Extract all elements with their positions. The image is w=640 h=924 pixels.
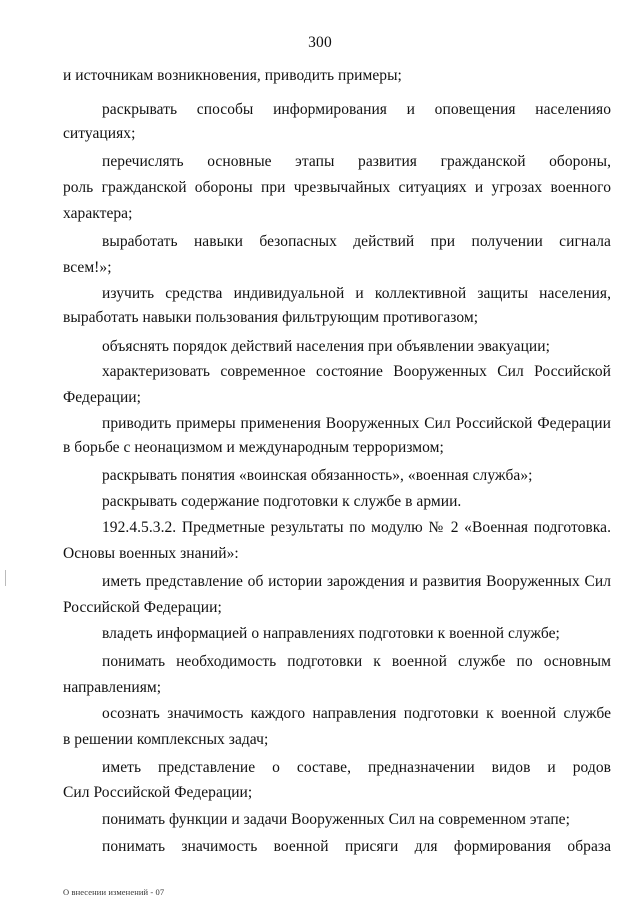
footer-note: О внесении изменений - 07	[63, 887, 165, 897]
text-line: изучить средства индивидуальной и коллективной защиты населения,	[102, 285, 611, 302]
text-line: 192.4.5.3.2. Предметные результаты по модулю № 2 «Военная подготовка.	[102, 519, 611, 536]
text-line: раскрывать понятия «воинская обязанность», «военная служба»;	[102, 467, 533, 484]
text-line: выработать навыки безопасных действий при получении сигнала	[102, 233, 611, 250]
text-line: понимать значимость военной присяги для формирования образа	[102, 838, 611, 855]
text-line: раскрывать способы информирования и оповещения населенияо	[102, 101, 611, 118]
text-line: объяснять порядок действий населения при объявлении эвакуации;	[102, 338, 550, 355]
text-line: и источникам возникновения, приводить примеры;	[63, 67, 402, 84]
text-line: в решении комплексных задач;	[63, 731, 269, 748]
page-number: 300	[308, 34, 332, 51]
text-line: владеть информацией о направлениях подготовки к военной службе;	[102, 625, 560, 642]
text-line: всем!»;	[63, 259, 112, 276]
text-line: понимать необходимость подготовки к военной службе по основным	[102, 653, 611, 670]
text-line: Сил Российской Федерации;	[63, 784, 253, 801]
text-line: осознать значимость каждого направления подготовки к военной службе	[102, 705, 611, 722]
text-line: иметь представление об истории зарождения и развития Вооруженных Сил	[102, 573, 611, 590]
text-line: Российской Федерации;	[63, 599, 222, 616]
text-line: характера;	[63, 205, 133, 222]
text-line: характеризовать современное состояние Вооруженных Сил Российской	[102, 363, 611, 380]
text-line: понимать функции и задачи Вооруженных Сил на современном этапе;	[102, 811, 570, 828]
text-line: Федерации;	[63, 389, 142, 406]
text-line: приводить примеры применения Вооруженных Сил Российской Федерации	[102, 415, 611, 432]
text-line: иметь представление о составе, предназначении видов и родов	[102, 759, 611, 776]
text-line: роль гражданской обороны при чрезвычайных ситуациях и угрозах военного	[63, 179, 611, 196]
text-line: раскрывать содержание подготовки к службе в армии.	[102, 493, 462, 510]
text-line: ситуациях;	[63, 125, 136, 142]
scan-margin-mark	[5, 570, 6, 586]
text-line: перечислять основные этапы развития гражданской обороны,	[102, 153, 611, 170]
text-line: направлениям;	[63, 679, 162, 696]
text-line: Основы военных знаний»:	[63, 545, 239, 562]
text-line: выработать навыки пользования фильтрующим противогазом;	[63, 309, 479, 326]
text-line: в борьбе с неонацизмом и международным терроризмом;	[63, 439, 444, 456]
